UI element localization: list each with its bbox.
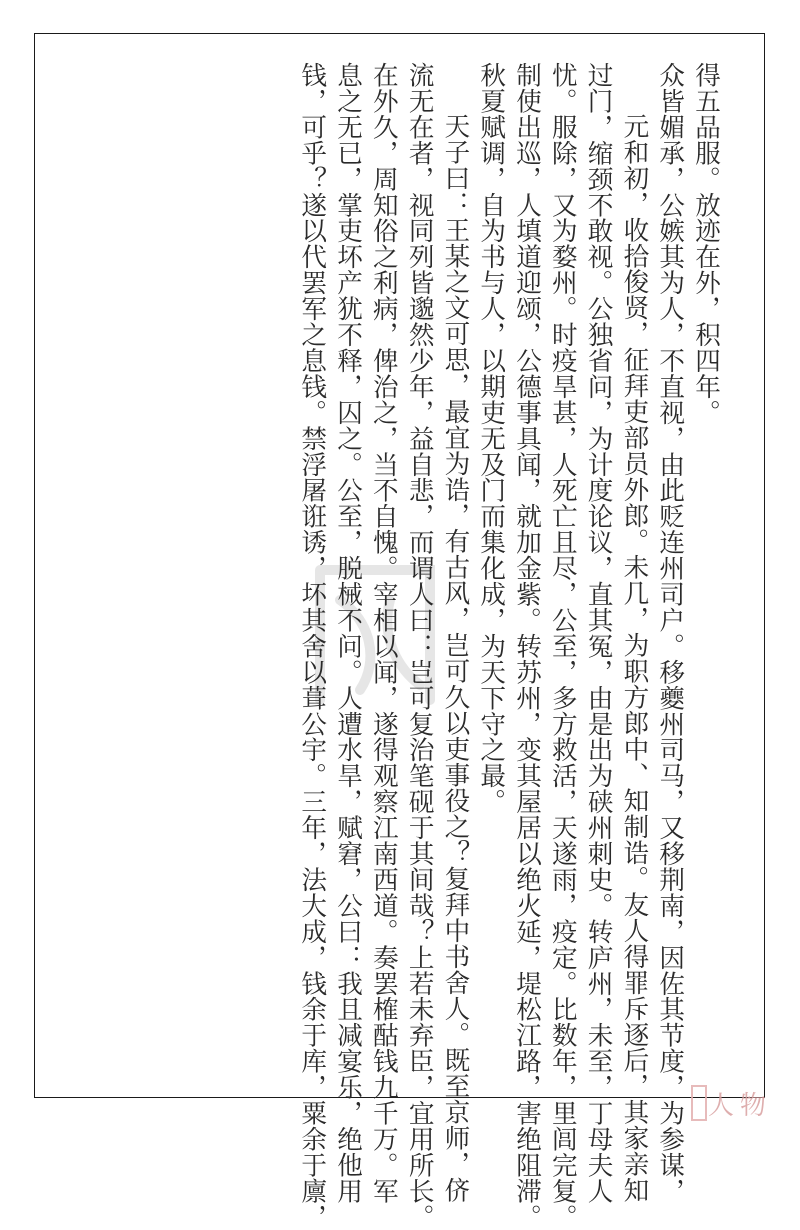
text-column: 元和初，收拾俊贤，征拜吏部员外郎。未几，为职方郎中、知制诰。友人得罪斥逐后，其家亲知 — [619, 113, 650, 1203]
text-column: 息之无已，掌吏坏产犹不释，囚之。公至，脱械不问。人遭水旱，赋窘，公曰：我且减宴乐，绝他用 — [333, 62, 364, 1204]
text-column: 钱，可乎？遂以代罢军之息钱。禁浮屠诳诱，坏其舍以葺公宇。三年，法大成，钱余于库，粟余于廪， — [297, 62, 328, 1230]
text-column: 忧。服除，又为婺州。时疫旱甚，人死亡且尽，公至，多方救活，天遂雨，疫定。比数年，里闾完复。 — [547, 62, 578, 1230]
text-column: 秋夏赋调，自为书与人，以期吏无及门而集化成，为天下守之最。 — [476, 62, 507, 815]
publisher-logo — [690, 1082, 790, 1124]
text-column: 制使出巡，人填道迎颂，公德事具闻，就加金紫。转苏州，变其屋居以绝火延，堤松江路，害绝阻滞。 — [512, 62, 543, 1230]
text-column: 众皆媚承，公嫉其为人，不直视，由此贬连州司户。移夔州司马，又移荆南，因佐其节度，为参谋， — [655, 62, 686, 1204]
text-column: 过门，缩颈不敢视。公独省问，为计度论议，直其冤，由是出为硖州刺史。转庐州，未至，丁母夫人 — [583, 62, 614, 1204]
text-column: 天子曰：王某之文可思，最宜为诰，有古风，岂可久以吏事役之？复拜中书舍人。既至京师，侪 — [440, 113, 471, 1203]
text-column: 流无在者，视同列皆邈然少年，益自悲，而谓人曰：岂可复治笔砚于其间哉？上若未弃臣，宜用所长。 — [404, 62, 435, 1230]
text-column: 得五品服。放迹在外，积四年。 — [691, 62, 721, 426]
logo-text: 人物 — [707, 1090, 772, 1121]
text-column: 在外久，周知俗之利病，俾治之，当不自愧。宰相以闻，遂得观察江南西道。奏罢榷酤钱九千万。军 — [368, 62, 399, 1204]
vertical-text-body — [82, 62, 721, 1230]
